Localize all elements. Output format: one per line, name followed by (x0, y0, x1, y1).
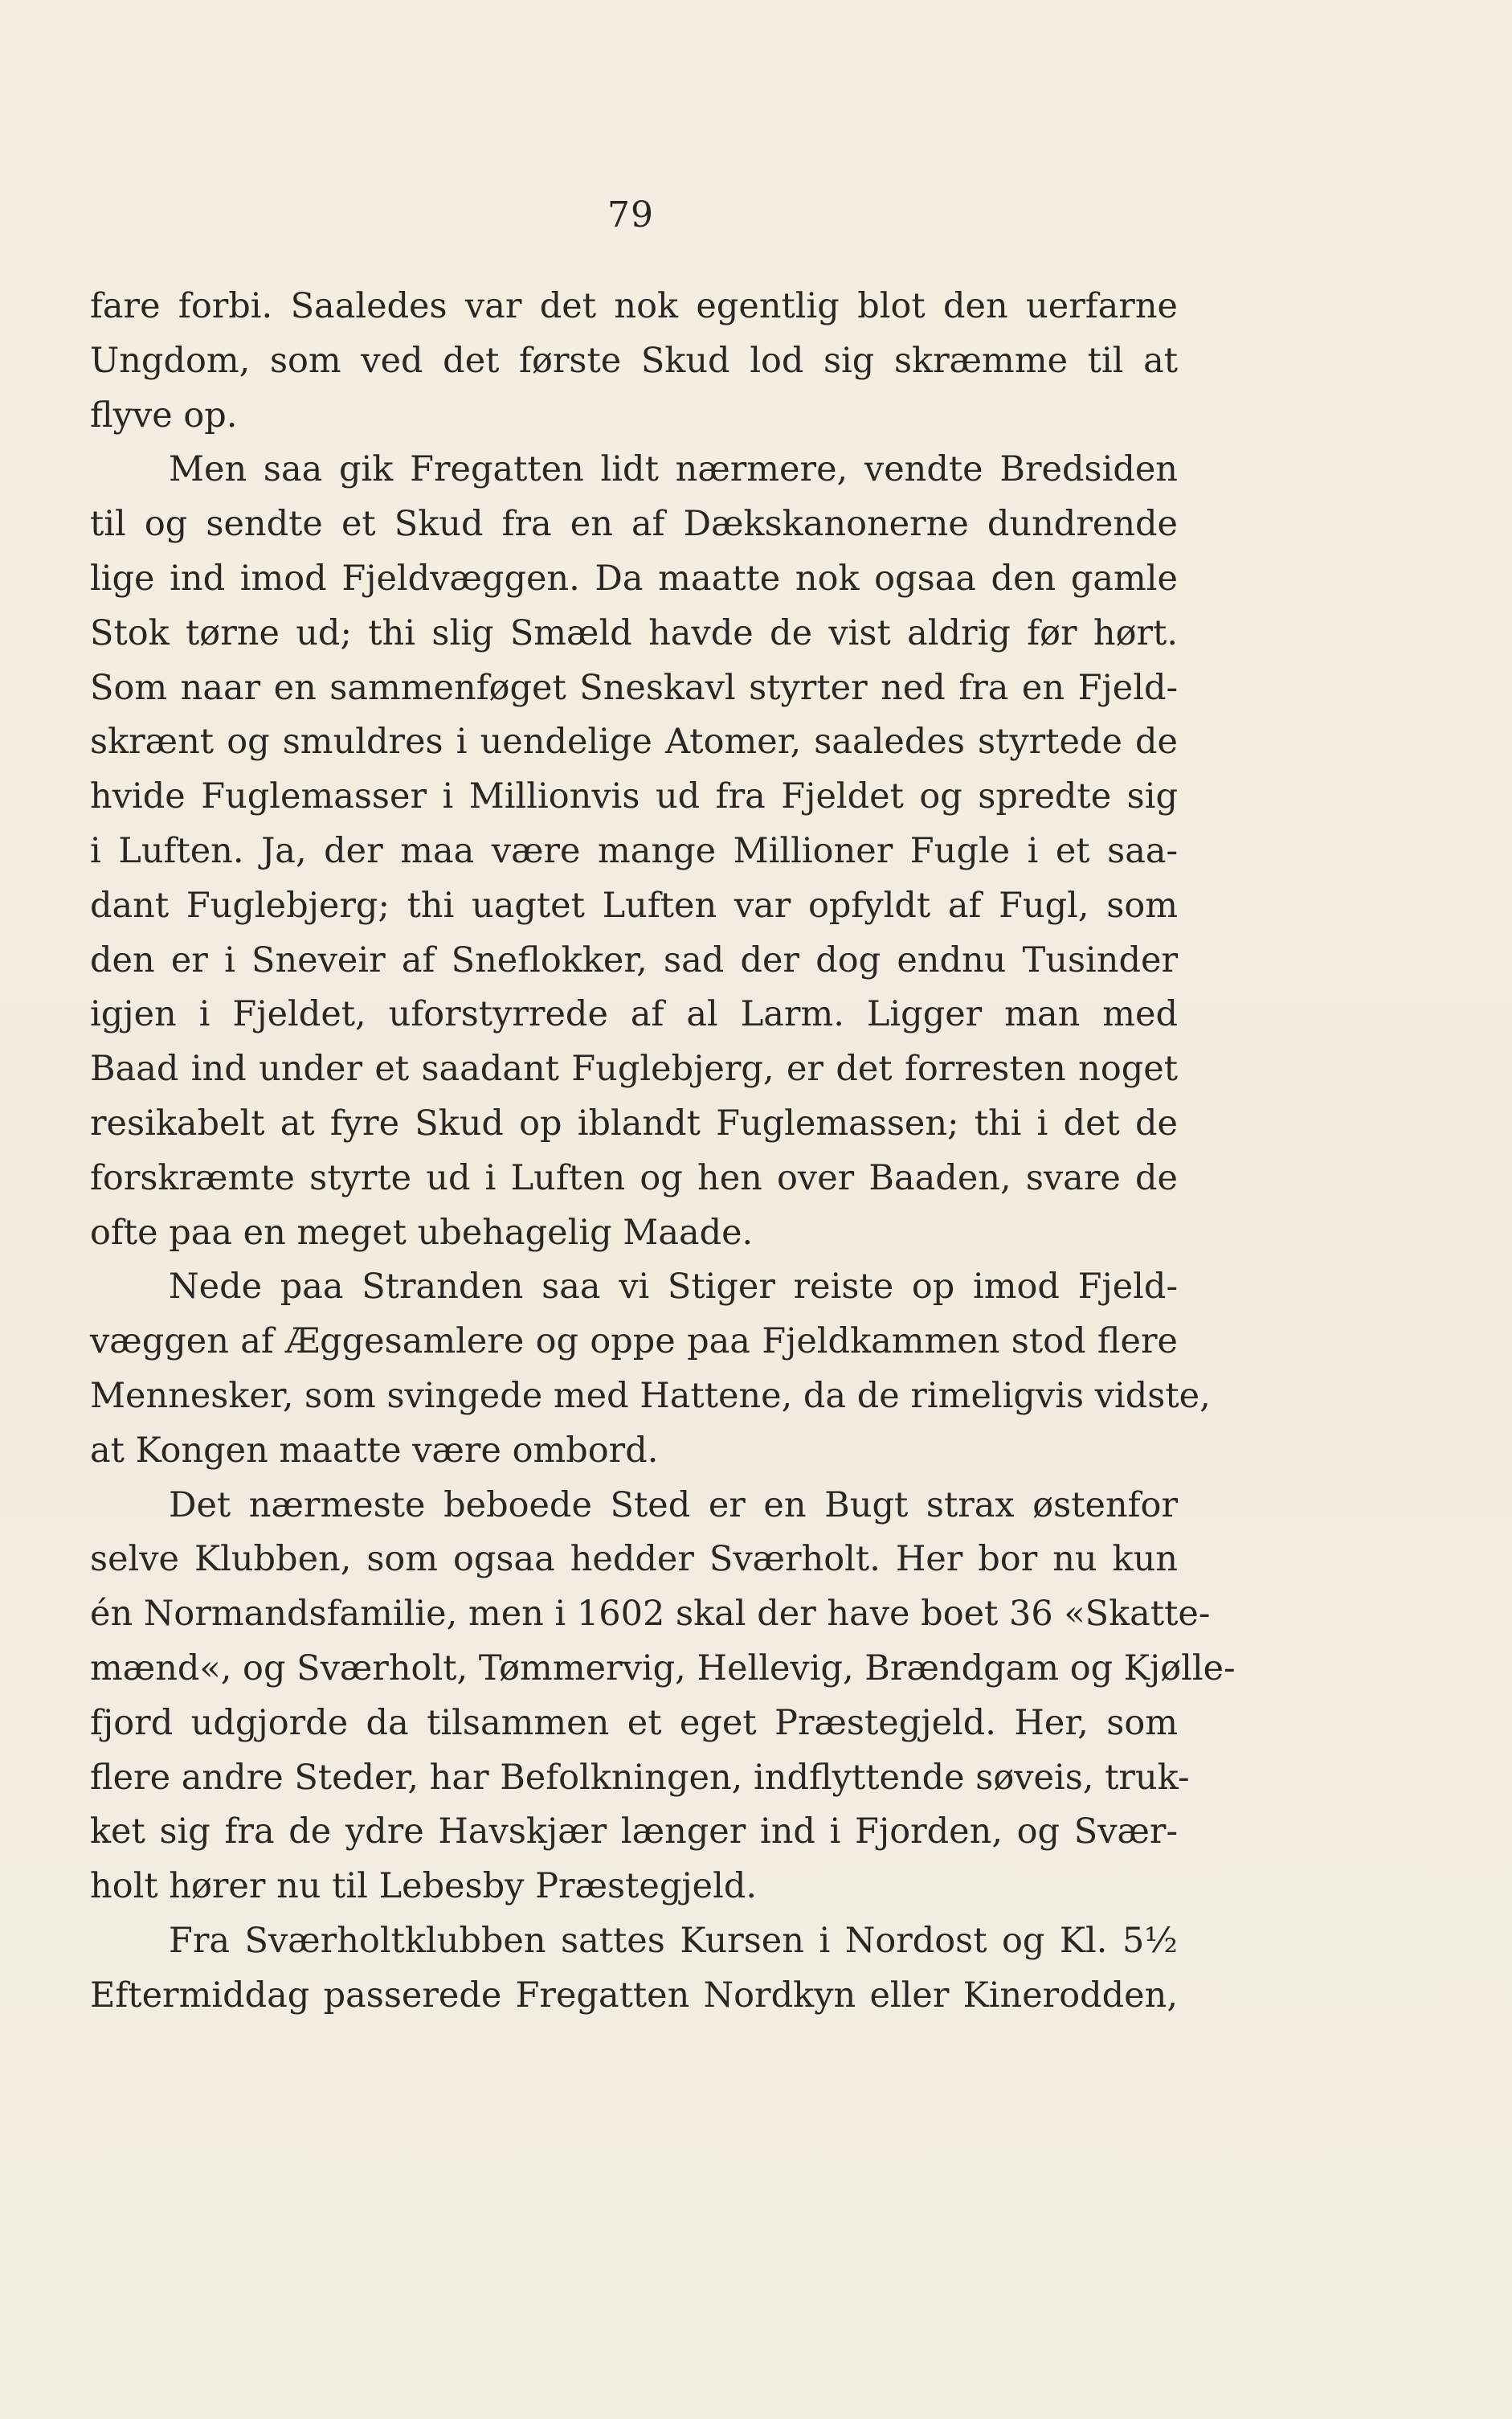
text-line: ofte paa en meget ubehagelig Maade. (90, 1212, 754, 1253)
text-line: at Kongen maatte være ombord. (90, 1430, 659, 1471)
text-line: Det nærmeste beboede Sted er en Bugt strax østenfor (169, 1484, 1178, 1525)
text-line: forskræmte styrte ud i Luften og hen over Baaden, svare de (90, 1157, 1178, 1198)
text-line: i Luften. Ja, der maa være mange Millioner Fugle i et saa- (90, 830, 1178, 871)
text-line: selve Klubben, som ogsaa hedder Sværholt. Her bor nu kun (90, 1539, 1178, 1580)
text-line: dant Fuglebjerg; thi uagtet Luften var opfyldt af Fugl, som (90, 885, 1178, 926)
text-line: væggen af Æggesamlere og oppe paa Fjeldkammen stod flere (90, 1321, 1178, 1362)
text-line: Ungdom, som ved det første Skud lod sig skræmme til at (90, 340, 1178, 381)
text-line: flere andre Steder, har Befolkningen, indflyttende søveis, truk- (90, 1757, 1190, 1798)
text-line: flyve op. (90, 395, 238, 436)
text-line: fjord udgjorde da tilsammen et eget Præstegjeld. Her, som (90, 1702, 1178, 1743)
page-number: 79 (607, 194, 654, 235)
body-text (90, 280, 1236, 2024)
text-line: Nede paa Stranden saa vi Stiger reiste op imod Fjeld- (169, 1267, 1178, 1308)
text-line: Eftermiddag passerede Fregatten Nordkyn eller Kinerodden, (90, 1975, 1178, 2016)
text-line: holt hører nu til Lebesby Præstegjeld. (90, 1866, 758, 1907)
text-line: Men saa gik Fregatten lidt nærmere, vendte Bredsiden (169, 449, 1178, 490)
text-line: til og sendte et Skud fra en af Dækskanonerne dundrende (90, 504, 1178, 545)
text-line: igjen i Fjeldet, uforstyrrede af al Larm. Ligger man med (90, 994, 1178, 1035)
text-line: skrænt og smuldres i uendelige Atomer, saaledes styrtede de (90, 722, 1178, 763)
text-line: den er i Sneveir af Sneflokker, sad der dog endnu Tusinder (90, 939, 1178, 980)
text-line: fare forbi. Saaledes var det nok egentlig blot den uerfarne (90, 286, 1178, 326)
text-line: lige ind imod Fjeldvæggen. Da maatte nok ogsaa den gamle (90, 558, 1178, 599)
text-line: ket sig fra de ydre Havskjær længer ind i Fjorden, og Svær- (90, 1811, 1178, 1852)
text-line: Fra Sværholtklubben sattes Kursen i Nordost og Kl. 5½ (169, 1920, 1178, 1961)
text-line: resikabelt at fyre Skud op iblandt Fuglemassen; thi i det de (90, 1103, 1178, 1144)
text-line: Baad ind under et saadant Fuglebjerg, er det forresten noget (90, 1049, 1178, 1090)
text-line: Stok tørne ud; thi slig Smæld havde de vist aldrig før hørt. (90, 612, 1178, 653)
text-line: én Normandsfamilie, men i 1602 skal der have boet 36 «Skatte- (90, 1594, 1211, 1635)
text-line: Som naar en sammenføget Sneskavl styrter ned fra en Fjeld- (90, 667, 1178, 708)
text-line: Mennesker, som svingede med Hattene, da de rimeligvis vidste, (90, 1375, 1211, 1416)
text-line: mænd«, og Sværholt, Tømmervig, Hellevig, Brændgam og Kjølle- (90, 1647, 1236, 1688)
text-line: hvide Fuglemasser i Millionvis ud fra Fjeldet og spredte sig (90, 776, 1178, 817)
